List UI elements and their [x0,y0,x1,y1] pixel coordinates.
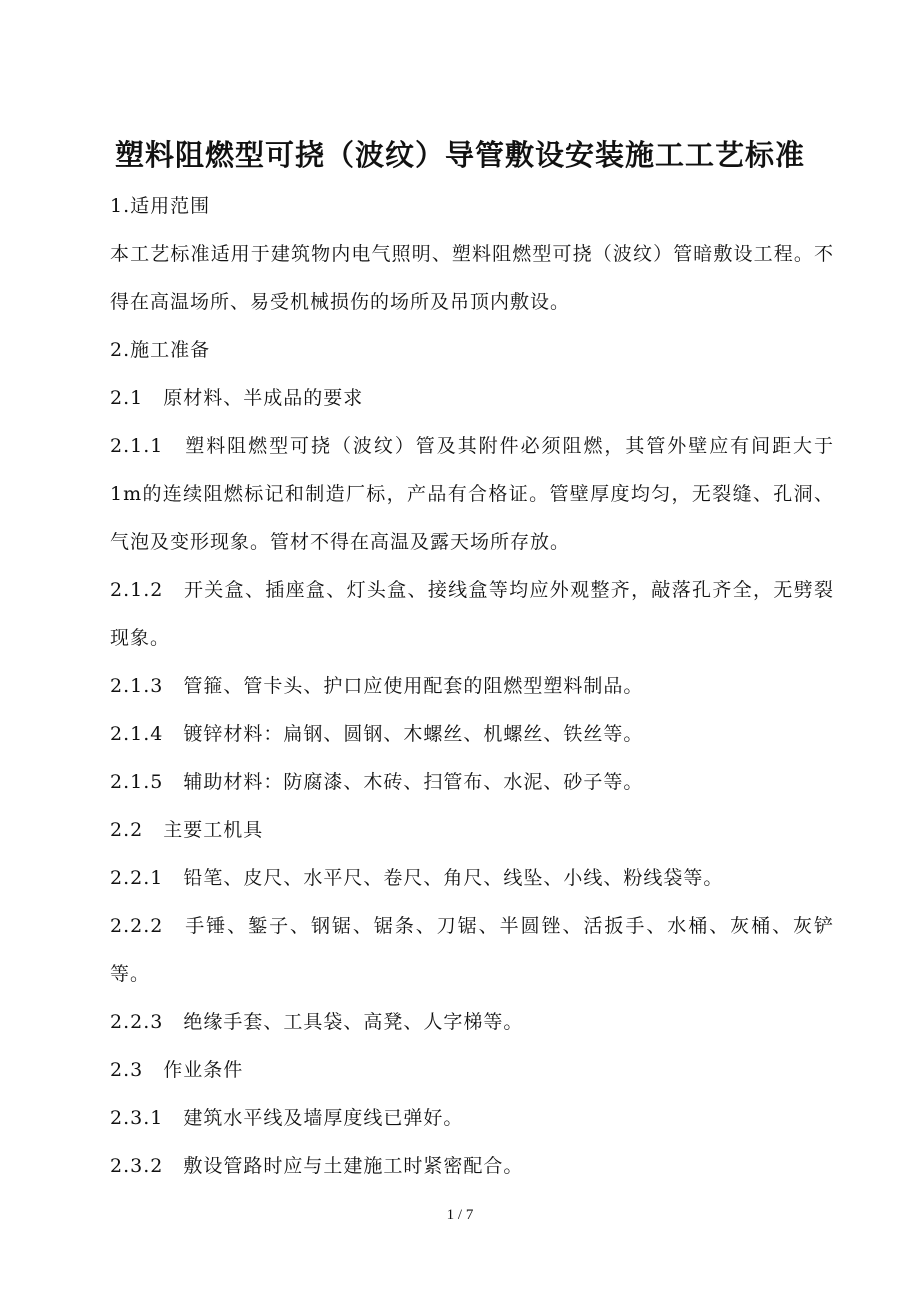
paragraph-2-2-1: 2.2.1 铅笔、皮尺、水平尺、卷尺、角尺、线坠、小线、粉线袋等。 [110,867,724,889]
paragraph-scope: 本工艺标准适用于建筑物内电气照明、塑料阻燃型可挠（波纹）管暗敷设工程。不得在高温场所、易受机械损伤的场所及吊顶内敷设。 [110,243,834,313]
paragraph-2-2-2: 2.2.2 手锤、錾子、钢锯、锯条、刀锯、半圆锉、活扳手、水桶、灰桶、灰铲等。 [110,915,834,985]
document-title: 塑料阻燃型可挠（波纹）导管敷设安装施工工艺标准 [114,138,805,172]
heading-2-1: 2.1 原材料、半成品的要求 [110,387,364,409]
paragraph-2-3-1: 2.3.1 建筑水平线及墙厚度线已弹好。 [110,1107,464,1129]
heading-2-3: 2.3 作业条件 [110,1059,244,1081]
paragraph-2-1-4: 2.1.4 镀锌材料：扁钢、圆钢、木螺丝、机螺丝、铁丝等。 [110,723,644,745]
paragraph-2-1-1: 2.1.1 塑料阻燃型可挠（波纹）管及其附件必须阻燃，其管外壁应有间距大于1m的连续阻燃标记和制造厂标，产品有合格证。管壁厚度均匀，无裂缝、孔洞、气泡及变形现象。管材不得在高温及露天场所存放。 [110,435,834,553]
paragraph-2-1-5: 2.1.5 辅助材料：防腐漆、木砖、扫管布、水泥、砂子等。 [110,771,644,793]
page-number: 1 / 7 [446,1207,474,1223]
paragraph-2-3-2: 2.3.2 敷设管路时应与土建施工时紧密配合。 [110,1155,524,1177]
heading-scope: 1.适用范围 [110,195,211,217]
paragraph-2-2-3: 2.2.3 绝缘手套、工具袋、高凳、人字梯等。 [110,1011,524,1033]
document-body [110,182,834,1190]
paragraph-2-1-3: 2.1.3 管箍、管卡头、护口应使用配套的阻燃型塑料制品。 [110,675,644,697]
heading-2-2: 2.2 主要工机具 [110,819,264,841]
paragraph-2-1-2: 2.1.2 开关盒、插座盒、灯头盒、接线盒等均应外观整齐，敲落孔齐全，无劈裂现象。 [110,579,834,649]
heading-preparation: 2.施工准备 [110,339,211,361]
